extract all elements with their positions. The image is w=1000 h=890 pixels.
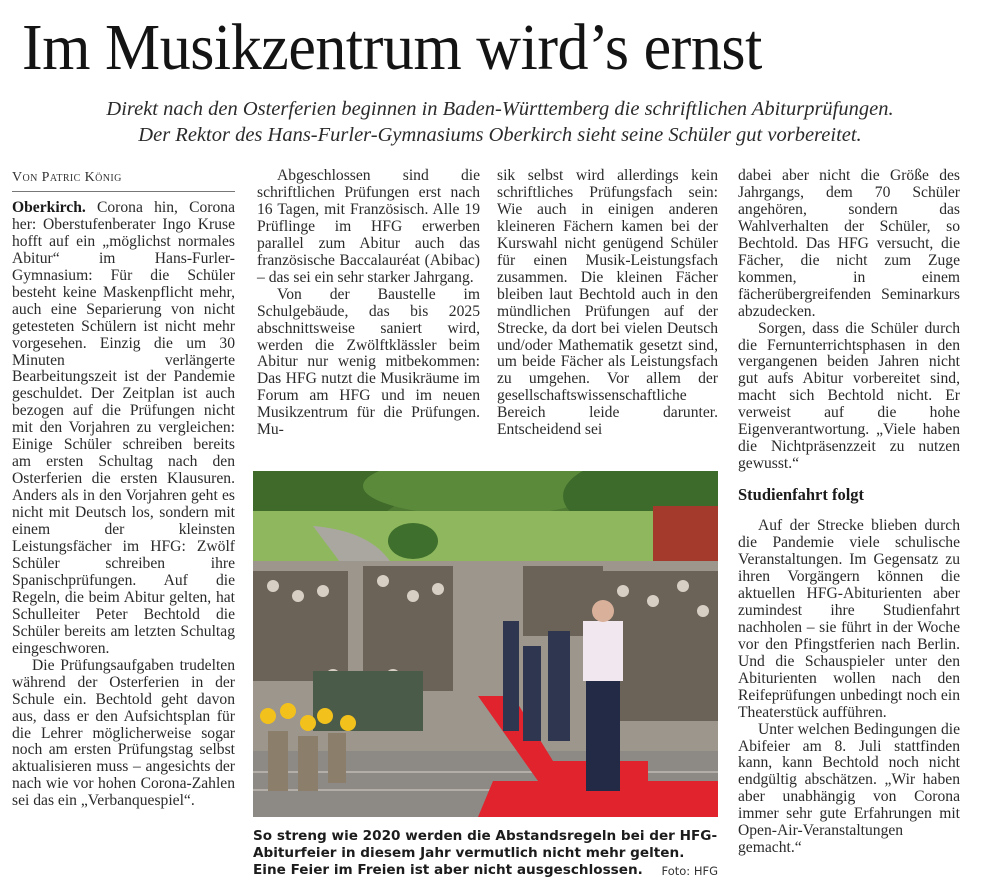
graduation-ceremony-photo bbox=[253, 471, 718, 817]
section-subhead: Studienfahrt folgt bbox=[738, 485, 865, 505]
paragraph-4: Von der Baustelle im Schulgebäude, das bis 2025 abschnittsweise saniert wird, werden die Zwölftklässler beim Abitur nur wenig mitbekommen: Das HFG nutzt die Musikräume im Forum am HFG und im neuen Musikzentrum für die Prüfungen. Mu- bbox=[257, 285, 480, 439]
subheadline-line-2: Der Rektor des Hans-Furler-Gymnasiums Oberkirch sieht seine Schüler gut vorbereitet. bbox=[138, 124, 862, 146]
byline: Von Patric König bbox=[12, 170, 235, 192]
caption-text: So streng wie 2020 werden die Abstandsregeln bei der HFG-Abiturfeier in diesem Jahr vermutlich nicht mehr gelten. Eine Feier im Freien ist aber nicht ausgeschlossen. bbox=[253, 828, 718, 878]
article-column-4 bbox=[738, 168, 960, 857]
paragraph-5: sik selbst wird allerdings kein schriftliches Prüfungsfach sein: Wie auch in einigen anderen kleineren Fächern kamen bei der Kurswahl nicht genügend Schüler für einen Musik-Leistungsfach zusammen. Die kleinen Fächer bleiben laut Bechtold auch in den mündlichen Prüfungen auf der Strecke, da dort bei vielen Deutsch und/oder Mathematik gesetzt sind, um beide Fächer als Leistungsfach zu umgehen. Vor allem der gesellschaftswissenschaftliche Bereich leide darunter. Entscheidend sei bbox=[497, 167, 718, 439]
paragraph-3: Abgeschlossen sind die schriftlichen Prüfungen erst nach 16 Tagen, mit Französisch. Alle 19 Prüflinge im HFG erwerben parallel zum Abitur auch das französische Baccalauréat (Abibac) – das sei ein sehr starker Jahrgang. bbox=[257, 167, 480, 286]
photo-caption bbox=[253, 828, 718, 880]
article-column-1 bbox=[12, 170, 235, 810]
headline: Im Musikzentrum wird’s ernst bbox=[22, 11, 762, 84]
subheadline-line-1: Direkt nach den Osterferien beginnen in Baden-Württemberg die schriftlichen Abiturprüfungen. bbox=[106, 98, 894, 120]
photo-credit: Foto: HFG bbox=[661, 864, 718, 878]
paragraph-1: Oberkirch. Corona hin, Corona her: Oberstufenberater Ingo Kruse hofft auf ein „möglichst normales Abitur“ im Hans-Furler-Gymnasium: Für die Schüler besteht keine Maskenpflicht mehr, auch eine Separierung von nicht getesteten Schülern ist nicht mehr vorgesehen. Einzig die um 30 Minuten verlängerte Bearbeitungszeit ist der Pandemie geschuldet. Der Zeitplan ist auch bezogen auf die Prüfungen nicht mit den Vorjahren zu vergleichen: Einige Schüler schreiben bereits am ersten Schultag nach den Osterferien die ersten Klausuren. Anders als in den Vorjahren geht es nicht mit Deutsch los, sondern mit einem der kleinsten Leistungsfächer im HFG: Zwölf Schüler schreiben ihre Spanischprüfungen. Auf die Regeln, die beim Abitur gelten, hat Schulleiter Peter Bechtold die Schüler bereits am letzten Schultag eingeschworen. bbox=[12, 198, 236, 657]
paragraph-7: Sorgen, dass die Schüler durch die Fernunterrichtsphasen in den vergangenen beiden Jahren nicht gut aufs Abitur vorbereitet sind, macht sich Bechtold nicht. Er verweist auf die hohe Eigenverantwortung. „Viele haben die Nichtpräsenzzeit zu nutzen gewusst.“ bbox=[738, 319, 960, 473]
subheadline bbox=[0, 96, 1000, 148]
paragraph-9: Unter welchen Bedingungen die Abifeier am 8. Juli stattfinden kann, kann Bechtold noch nicht endgültig abschätzen. „Wir haben aber unabhängig von Corona immer sehr gute Erfahrungen mit Open-Air-Veranstaltungen gemacht.“ bbox=[738, 720, 960, 857]
dateline: Oberkirch. bbox=[12, 198, 86, 216]
article-column-3 bbox=[497, 168, 718, 439]
article-column-2 bbox=[257, 168, 480, 439]
article-photo bbox=[253, 471, 718, 817]
paragraph-6: dabei aber nicht die Größe des Jahrgangs, dem 70 Schüler angehören, sondern das Wahlverhalten der Schüler, so Bechtold. Das HFG versucht, die Fächer, die nicht zum Zuge kommen, in einem fächerübergreifenden Seminarkurs abzudecken. bbox=[738, 167, 960, 320]
paragraph-2: Die Prüfungsaufgaben trudelten während der Osterferien in der Schule ein. Bechtold geht davon aus, dass er den Aufsichtsplan für die Lehrer möglicherweise sogar noch am ersten Prüfungstag selbst aktualisieren muss – angesichts der nach wie vor hohen Corona-Zahlen sei das ein „Verbanquespiel“. bbox=[12, 656, 235, 810]
paragraph-8: Auf der Strecke blieben durch die Pandemie viele schulische Veranstaltungen. Im Gegensatz zu ihren Vorgängern können die aktuellen HFG-Abiturienten aber zumindest ihre Studienfahrt nachholen – sie führt in der Woche vor den Pfingstferien nach Berlin. Und die Schauspieler unter den Abiturienten wollen nach den Reifeprüfungen unbedingt noch ein Theaterstück aufführen. bbox=[738, 517, 960, 721]
